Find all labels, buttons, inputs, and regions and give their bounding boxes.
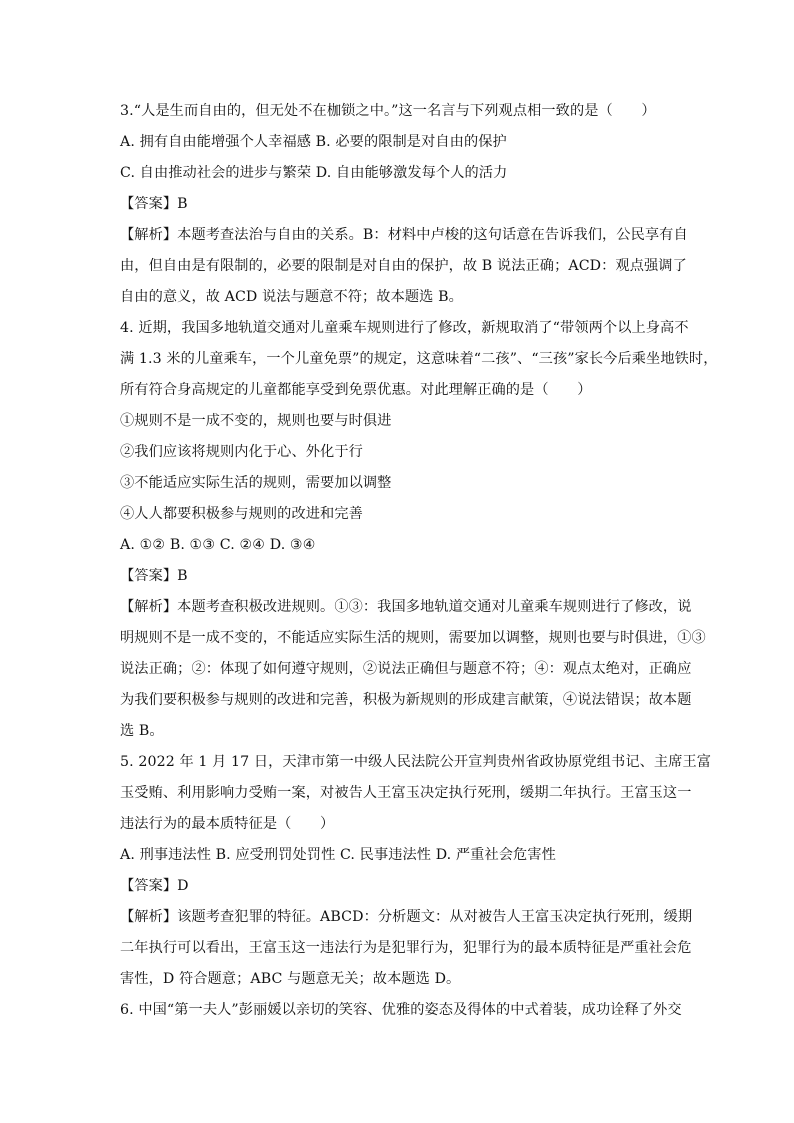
q3-analysis-line: 【解析】本题考查法治与自由的关系。B：材料中卢梭的这句话意在告诉我们，公民享有自 <box>120 227 688 243</box>
q3-answer: 【答案】B <box>120 196 188 212</box>
q4-options: A. ①② B. ①③ C. ②④ D. ③④ <box>120 537 316 553</box>
q4-answer: 【答案】B <box>120 568 188 584</box>
q5-stem-line: 玉受贿、利用影响力受贿一案，对被告人王富玉决定执行死刑，缓期二年执行。王富玉这一 <box>120 785 692 801</box>
q4-analysis-line: 为我们要积极参与规则的改进和完善，积极为新规则的形成建言献策，④说法错误；故本题 <box>120 692 692 708</box>
q5-options: A. 刑事违法性 B. 应受刑罚处罚性 C. 民事违法性 D. 严重社会危害性 <box>120 847 556 863</box>
q3-stem: 3.“人是生而自由的，但无处不在枷锁之中。”这一名言与下列观点相一致的是（ ） <box>120 103 656 119</box>
q4-analysis-line: 选 B。 <box>120 723 164 739</box>
q4-statement-4: ④人人都要积极参与规则的改进和完善 <box>120 506 363 522</box>
q3-analysis-line: 自由的意义，故 ACD 说法与题意不符；故本题选 B。 <box>120 289 463 305</box>
q3-options-line-1: A. 拥有自由能增强个人幸福感 B. 必要的限制是对自由的保护 <box>120 134 507 150</box>
q4-analysis-line: 明规则不是一成不变的，不能适应实际生活的规则，需要加以调整，规则也要与时俱进，①③ <box>120 630 706 646</box>
q4-statement-2: ②我们应该将规则内化于心、外化于行 <box>120 444 363 460</box>
q5-stem-line: 5. 2022 年 1 月 17 日，天津市第一中级人民法院公开宣判贵州省政协原党组书记、主席王富 <box>120 754 712 770</box>
q5-analysis-line: 【解析】该题考查犯罪的特征。ABCD：分析题文：从对被告人王富玉决定执行死刑，缓期 <box>120 909 693 925</box>
q5-stem-line: 违法行为的最本质特征是（ ） <box>120 816 335 832</box>
q5-analysis-line: 二年执行可以看出，王富玉这一违法行为是犯罪行为，犯罪行为的最本质特征是严重社会危 <box>120 940 692 956</box>
q5-answer: 【答案】D <box>120 878 189 894</box>
q4-stem-line: 满 1.3 米的儿童乘车，一个儿童免票”的规定，这意味着“二孩”、“三孩”家长今后乘坐地铁时， <box>120 351 718 367</box>
q4-analysis-line: 说法正确；②：体现了如何遵守规则，②说法正确但与题意不符；④：观点太绝对，正确应 <box>120 661 692 677</box>
q4-statement-3: ③不能适应实际生活的规则，需要加以调整 <box>120 475 392 491</box>
q3-analysis-line: 由，但自由是有限制的，必要的限制是对自由的保护，故 B 说法正确；ACD：观点强调了 <box>120 258 687 274</box>
q4-statement-1: ①规则不是一成不变的，规则也要与时俱进 <box>120 413 392 429</box>
q5-analysis-line: 害性，D 符合题意；ABC 与题意无关；故本题选 D。 <box>120 971 461 987</box>
q3-options-line-2: C. 自由推动社会的进步与繁荣 D. 自由能够激发每个人的活力 <box>120 165 508 181</box>
q4-analysis-line: 【解析】本题考查积极改进规则。①③：我国多地轨道交通对儿童乘车规则进行了修改，说 <box>120 599 692 615</box>
exam-page <box>120 96 718 1026</box>
q4-stem-line: 所有符合身高规定的儿童都能享受到免票优惠。对此理解正确的是（ ） <box>120 382 592 398</box>
q4-stem-line: 4. 近期，我国多地轨道交通对儿童乘车规则进行了修改，新规取消了“带领两个以上身高不 <box>120 320 689 336</box>
q6-stem: 6. 中国“第一夫人”彭丽媛以亲切的笑容、优雅的姿态及得体的中式着装，成功诠释了外交 <box>120 1002 682 1018</box>
